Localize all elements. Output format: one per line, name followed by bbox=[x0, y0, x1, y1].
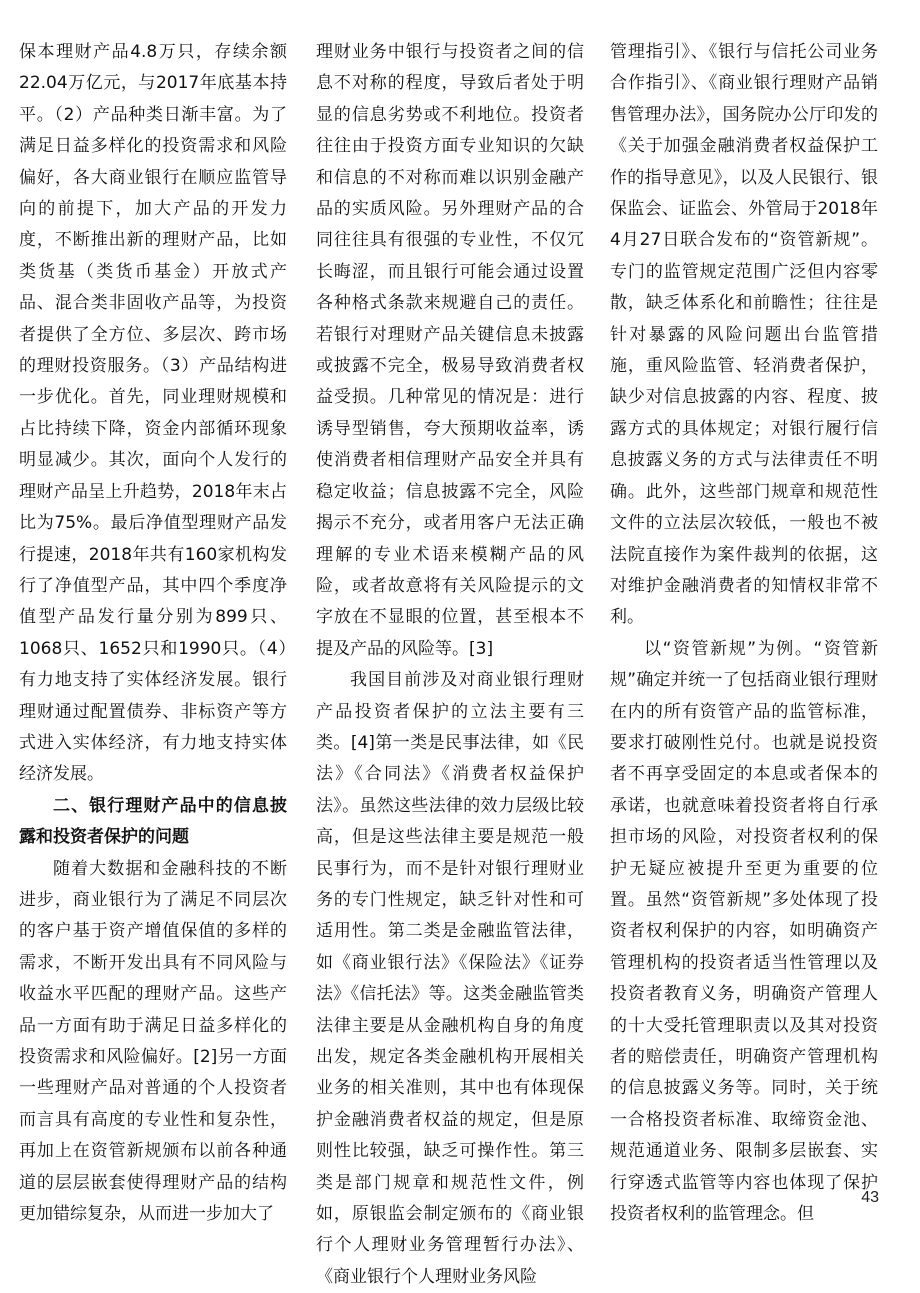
paragraph: 管理指引》、《银行与信托公司业务合作指引》、《商业银行理财产品销售管理办法》，国务院办公厅印发的《关于加强金融消费者权益保护工作的指导意见》，以及人民银行、银保监会、证监会、外管局于2018年4月27日联合发布的“资管新规”。专门的监管规定范围广泛但内容零散，缺乏体系化和前瞻性；往往是针对暴露的风险问题出台监管措施，重风险监管、轻消费者保护，缺少对信息披露的内容、程度、披露方式的具体规定；对银行履行信息披露义务的方式与法律责任不明确。此外，这些部门规章和规范性文件的立法层次较低，一般也不被法院直接作为案件裁判的依据，这对维护金融消费者的知情权非常不利。 bbox=[610, 42, 878, 628]
text-column-2 bbox=[316, 37, 584, 1293]
paragraph: 理财业务中银行与投资者之间的信息不对称的程度，导致后者处于明显的信息劣势或不利地位。投资者往往由于投资方面专业知识的欠缺和信息的不对称而难以识别金融产品的实质风险。另外理财产品的合同往往具有很强的专业性，不仅冗长晦涩，而且银行可能会通过设置各种格式条款来规避自己的责任。若银行对理财产品关键信息未披露或披露不完全，极易导致消费者权益受损。几种常见的情况是：进行诱导型销售，夸大预期收益率，诱使消费者相信理财产品安全并具有稳定收益；信息披露不完全，风险揭示不充分，或者用客户无法正确理解的专业术语来模糊产品的风险，或者故意将有关风险提示的文字放在不显眼的位置，甚至根本不提及产品的风险等。[3] bbox=[316, 42, 584, 659]
paragraph: 随着大数据和金融科技的不断进步，商业银行为了满足不同层次的客户基于资产增值保值的多样的需求，不断开发出具有不同风险与收益水平匹配的理财产品。这些产品一方面有助于满足日益多样化的投资需求和风险偏好。[2]另一方面一些理财产品对普通的个人投资者而言具有高度的专业性和复杂性，再加上在资管新规颁布以前各种通道的层层嵌套使得理财产品的结构更加错综复杂，从而进一步加大了 bbox=[19, 858, 287, 1225]
paragraph: 以“资管新规”为例。“资管新规”确定并统一了包括商业银行理财在内的所有资管产品的监管标准，要求打破刚性兑付。也就是说投资者不再享受固定的本息或者保本的承诺，也就意味着投资者将自行承担市场的风险，对投资者权利的保护无疑应被提升至更为重要的位置。虽然“资管新规”多处体现了投资者权利保护的内容，如明确资产管理机构的投资者适当性管理以及投资者教育义务，明确资产管理人的十大受托管理职责以及其对投资者的赔偿责任，明确资产管理机构的信息披露义务等。同时，关于统一合格投资者标准、取缔资金池、规范通道业务、限制多层嵌套、实行穿透式监管等内容也体现了保护投资者权利的监管理念。但 bbox=[610, 638, 878, 1225]
text-column-1 bbox=[19, 37, 287, 1230]
page-number: 43 bbox=[861, 1189, 879, 1206]
paragraph: 我国目前涉及对商业银行理财产品投资者保护的立法主要有三类。[4]第一类是民事法律，如《民法》《合同法》《消费者权益保护法》。虽然这些法律的效力层级比较高，但是这些法律主要是规范一般民事行为，而不是针对银行理财业务的专门性规定，缺乏针对性和可适用性。第二类是金融监管法律，如《商业银行法》《保险法》《证券法》《信托法》等。这类金融监管类法律主要是从金融机构自身的角度出发，规定各类金融机构开展相关业务的相关准则，其中也有体现保护金融消费者权益的规定，但是原则性比较强，缺乏可操作性。第三类是部门规章和规范性文件，例如，原银监会制定颁布的《商业银行个人理财业务管理暂行办法》、《商业银行个人理财业务风险 bbox=[316, 670, 584, 1287]
paragraph: 保本理财产品4.8万只，存续余额22.04万亿元，与2017年底基本持平。（2）产品种类日渐丰富。为了满足日益多样化的投资需求和风险偏好，各大商业银行在顺应监管导向的前提下，加大产品的开发力度，不断推出新的理财产品，比如类货基（类货币基金）开放式产品、混合类非固收产品等，为投资者提供了全方位、多层次、跨市场的理财投资服务。（3）产品结构进一步优化。首先，同业理财规模和占比持续下降，资金内部循环现象明显减少。其次，面向个人发行的理财产品呈上升趋势，2018年末占比为75%。最后净值型理财产品发行提速，2018年共有160家机构发行了净值型产品，其中四个季度净值型产品发行量分别为899只、1068只、1652只和1990只。（4）有力地支持了实体经济发展。银行理财通过配置债券、非标资产等方式进入实体经济，有力地支持实体经济发展。 bbox=[19, 42, 287, 785]
text-column-3 bbox=[610, 37, 878, 1230]
section-heading: 二、银行理财产品中的信息披露和投资者保护的问题 bbox=[19, 795, 287, 848]
